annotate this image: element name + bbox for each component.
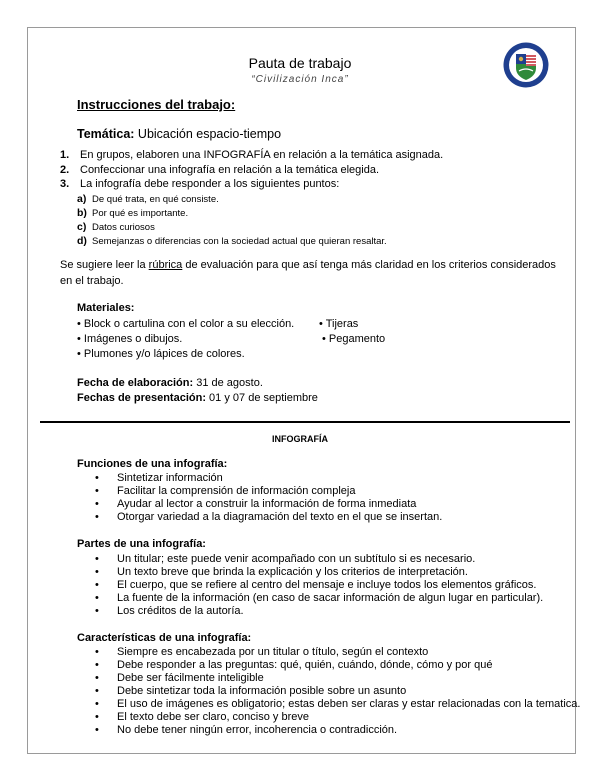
elaboration-value: 31 de agosto. [193,377,263,389]
page-subtitle: “Civilización Inca” [251,74,349,85]
materials-right-list [319,317,385,347]
school-crest-icon [503,42,549,88]
materials-left-list [77,317,294,362]
list-item: • Ayudar al lector a construir la información de forma inmediata [77,498,442,511]
list-item: a) De qué trata, en qué consiste. [77,192,219,205]
rubric-paragraph: Se sugiere leer la rúbrica de evaluación para que así tenga más claridad en los criterios considerados en el trabajo. [60,259,556,287]
section-title: Características de una infografía: [77,632,252,644]
list-item: • Facilitar la comprensión de información compleja [77,485,442,498]
funciones-section [77,458,442,524]
list-item: b) Por qué es importante. [77,206,189,219]
list-item: • El cuerpo, que se refiere al centro del mensaje e incluye todos los elementos gráficos. [77,579,543,592]
list-item: • Tijeras [319,318,359,330]
materials-heading: Materiales: [77,302,135,314]
list-item: 1. En grupos, elaboren una INFOGRAFÍA en relación a la temática asignada. [60,149,444,161]
list-item: • Otorgar variedad a la diagramación del texto en el que se insertan. [77,511,442,524]
instructions-heading: Instrucciones del trabajo: [77,97,236,112]
list-item: c) Datos curiosos [77,220,155,233]
list-item: • Siempre es encabezada por un titular o título, según el contexto [77,646,580,659]
list-item: • Un texto breve que brinda la explicación y los criterios de interpretación. [77,566,543,579]
list-item: 3. La infografía debe responder a los siguientes puntos: [60,178,340,190]
list-item: • Block o cartulina con el color a su elección. [77,318,295,330]
section-title: Partes de una infografía: [77,538,206,550]
list-item: • La fuente de la información (en caso de sacar información de algun lugar en particular). [77,592,543,605]
dates-block [77,376,318,406]
list-item: • Imágenes o dibujos. [77,333,183,345]
partes-section [77,538,543,618]
page-title: Pauta de trabajo [248,55,352,71]
list-item: d) Semejanzas o diferencias con la sociedad actual que quieran resaltar. [77,234,387,247]
section-title: Funciones de una infografía: [77,458,228,470]
elaboration-label: Fecha de elaboración: [77,377,194,389]
list-item: • Pegamento [322,333,386,345]
list-item: • Debe responder a las preguntas: qué, quién, cuándo, dónde, cómo y por qué [77,659,580,672]
list-item: • Los créditos de la autoría. [77,605,543,618]
list-item: • Sintetizar información [77,472,442,485]
sub-list [77,192,560,248]
presentation-value: 01 y 07 de septiembre [206,392,318,404]
tematica-label: Temática: [77,127,135,141]
rubric-link[interactable]: rúbrica [148,259,183,271]
list-item: • Plumones y/o lápices de colores. [77,348,245,360]
section-divider [40,421,570,423]
caracteristicas-section [77,632,580,737]
list-item: • El texto debe ser claro, conciso y breve [77,711,580,724]
list-item: • Un titular; este puede venir acompañado con un subtítulo si es necesario. [77,553,543,566]
list-item: • No debe tener ningún error, incoherencia o contradicción. [77,724,580,737]
list-item: 2. Confeccionar una infografía en relación a la temática elegida. [60,163,380,176]
presentation-label: Fechas de presentación: [77,392,206,404]
instructions-list [60,148,560,248]
infografia-heading: INFOGRAFÍA [272,434,328,444]
list-item: • Debe sintetizar toda la información posible sobre un asunto [77,685,580,698]
tematica-value: Ubicación espacio-tiempo [134,127,282,141]
list-item: • El uso de imágenes es obligatorio; estas deben ser claras y estar relacionadas con la tematica. [77,698,580,711]
tematica-line [77,127,281,141]
list-item: • Debe ser fácilmente inteligible [77,672,580,685]
